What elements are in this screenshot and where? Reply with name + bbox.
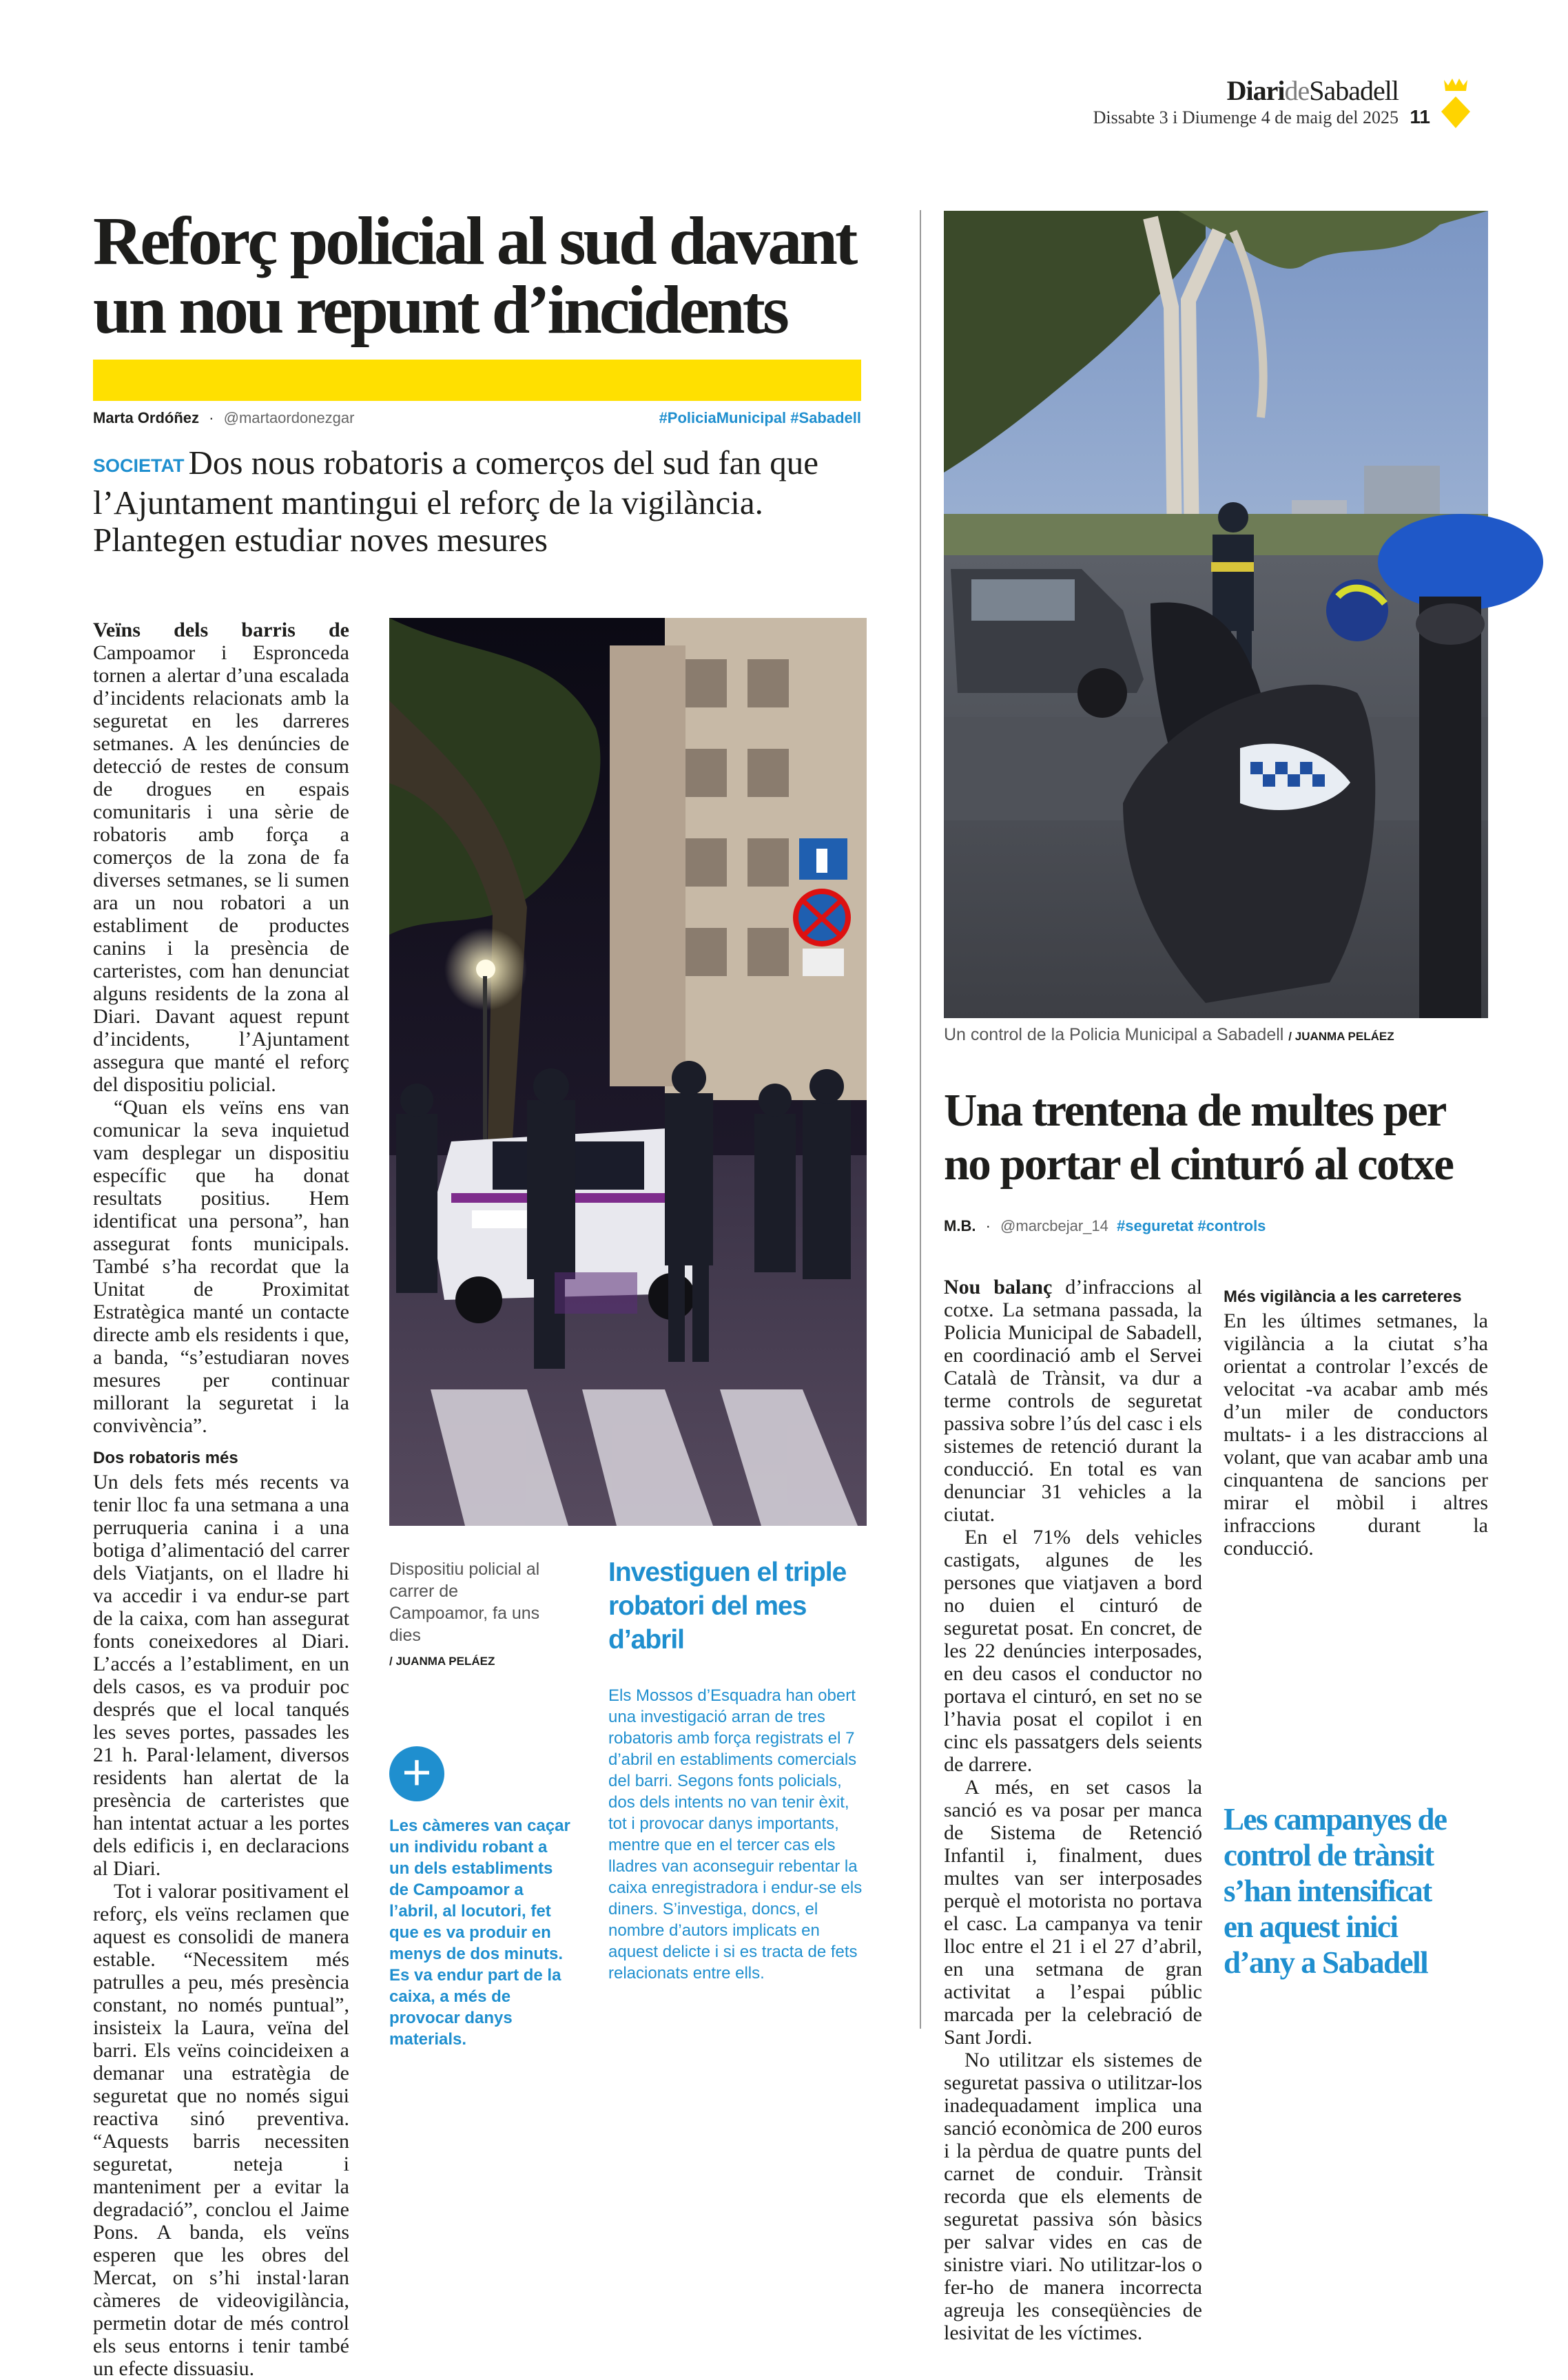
photo-credit: / JUANMA PELÁEZ [1288, 1030, 1394, 1043]
second-headline [944, 1084, 1488, 1191]
main-hashtags: #PoliciaMunicipal #Sabadell [659, 409, 861, 426]
body-paragraph: Un dels fets més recents va tenir lloc fa una setmana a una perruqueria canina i a una botiga d’alimentació del carrer dels Viatjants, on el lladre hi va accedir i va endur-se part de la caixa, com han assegurat fonts coneixedores al Diari. L’accés a l’establiment, en un dels casos, es va produir poc després que el local tanqués les seves portes, passades les 21 h. Paral·lelament, diversos residents han alertat de la presència de carteristes que han intentat actuar a les portes dels edificis i, en declaracions al Diari. [93, 1471, 349, 1880]
second-byline [944, 1217, 1266, 1235]
second-hashtags: #seguretat #controls [1117, 1217, 1266, 1234]
section-label: SOCIETAT [93, 455, 185, 476]
masthead [1093, 69, 1474, 138]
photo-credit: / JUANMA PELÁEZ [389, 1655, 495, 1668]
page-number: 11 [1410, 106, 1430, 127]
body-paragraph: Veïns dels barris de Campoamor i Espronceda tornen a alertar d’una escalada d’incidents relacionats amb la seguretat en les darreres setmanes. A les denúncies de detecció de restes de consum de drogues en espais comunitaris i una sèrie de robatoris amb força a comerços de la zona de fa diverses setmanes, se li sumen ara un nou robatori a un establiment de productes canins i la presència de carteristes, com han denunciat alguns residents de la zona al Diari. Davant aquest repunt d’incidents, l’Ajuntament assegura que manté el reforç del dispositiu policial. [93, 619, 349, 1096]
pull-quote: Les campanyes de control de trànsit s’han intensificat en aquest inici d’any a Sabadell [1224, 1802, 1447, 1980]
second-body-column-2 [1224, 1276, 1488, 1560]
masthead-brand: DiarideSabadell [1226, 75, 1399, 106]
deck-text: Dos nous robatoris a comerços del sud fan que l’Ajuntament mantingui el reforç de la vigilància. Plantegen estudiar noves mesures [93, 444, 818, 559]
yellow-accent-bar [93, 360, 861, 401]
author-handle: @martaordonezgar [223, 409, 355, 426]
byline-separator: · [985, 1217, 991, 1234]
main-headline-line1: Reforç policial al sud davant [93, 203, 856, 279]
second-headline-line2: no portar el cinturó al cotxe [944, 1139, 1454, 1190]
main-deck [93, 444, 858, 559]
author-name: Marta Ordóñez [93, 409, 200, 426]
main-byline [93, 409, 354, 427]
author-handle: @marcbejar_14 [1000, 1217, 1108, 1234]
body-paragraph: No utilitzar els sistemes de seguretat passiva o utilitzar-los inadequadament implica una sanció econòmica de 200 euros i la pèrdua de quatre punts del carnet de conduir. Trànsit recorda que els elements de seguretat passiva són bàsics per salvar vides en cas de sinistre viari. No utilitzar-los o fer-ho de manera incorrecta agreuja les conseqüències de lesivitat de les víctimes. [944, 2049, 1202, 2344]
body-paragraph: Tot i valorar positivament el reforç, els veïns reclamen que aquest es consolidi de manera estable. “Necessitem més patrulles a peu, més presència constant, no només puntual”, insisteix la Laura, veïna del barri. Els veïns coincideixen a demanar una estratègia de seguretat que no només sigui reactiva sinó preventiva. “Aquests barris necessiten seguretat, neteja i manteniment per a evitar la degradació”, conclou el Jaime Pons. A banda, els veïns esperen que les obres del Mercat, on s’hi instal·laran càmeres de videovigilància, permetin dotar de més control els seus entorns i tenir també un efecte dissuasiu. [93, 1880, 349, 2380]
caption-text: Un control de la Policia Municipal a Sabadell [944, 1025, 1284, 1044]
lead-in: Nou balanç [944, 1276, 1053, 1298]
night-police-photo [389, 618, 867, 1526]
main-headline [93, 203, 885, 348]
plus-note: Les càmeres van caçar un individu robant a un dels establiments de Campoamor a l’abril, al locutori, fet que es va produir en menys de dos minuts. Es va endur part de la caixa, a més de provocar danys materials. [389, 1817, 570, 2049]
police-control-photo [944, 211, 1488, 1018]
city-crest-icon [1440, 76, 1472, 131]
body-paragraph: A més, en set casos la sanció es va posar per manca de Sistema de Retenció Infantil i, finalment, dues multes van ser interposades perquè el motorista no portava el casc. La campanya va tenir lloc entre el 21 i el 27 d’abril, en una setmana de gran activitat a l’espai públic marcada per la celebració de Sant Jordi. [944, 1776, 1202, 2049]
sidebar-title: Investiguen el triple robatori del mes d’abril [608, 1558, 847, 1655]
column-divider [920, 210, 921, 2029]
author-name: M.B. [944, 1217, 976, 1234]
main-headline-line2: un nou repunt d’incidents [93, 271, 787, 348]
caption-text: Dispositiu policial al carrer de Campoamor, fa uns dies [389, 1560, 540, 1645]
body-paragraph: En les últimes setmanes, la vigilància a la ciutat s’ha orientat a controlar l’excés de velocitat -va acabar amb més d’un miler de conductors multats- i a les distraccions al volant, que van acabar amb una cinquantena de sancions per mirar el mòbil i altres infraccions durant la conducció. [1224, 1310, 1488, 1560]
second-headline-line1: Una trentena de multes per [944, 1085, 1446, 1136]
issue-date: Dissabte 3 i Diumenge 4 de maig del 2025 [1093, 107, 1399, 127]
second-body-column-1 [944, 1276, 1203, 2344]
night-photo-caption [389, 1558, 561, 1673]
body-paragraph: Nou balanç d’infraccions al cotxe. La setmana passada, la Policia Municipal de Sabadell, en coordinació amb el Servei Català de Trànsit, va dur a terme controls de seguretat passiva sobre l’ús del casc i els sistemes de retenció durant la conducció. En total es van denunciar 31 vehicles a la ciutat. [944, 1276, 1203, 1526]
body-paragraph: “Quan els veïns ens van comunicar la seva inquietud vam desplegar un dispositiu específic que ha donat resultats positius. Hem identificat una persona”, han assegurat fonts municipals. També s’ha recordat que la Unitat de Proximitat Estratègica manté un contacte directe amb els residents i que, a banda, “s’estudiaran noves mesures per continuar millorant la seguretat i la convivència”. [93, 1096, 349, 1437]
byline-separator: · [209, 409, 214, 426]
plus-symbol: + [402, 1743, 432, 1801]
body-subhead: Més vigilància a les carreteres [1224, 1287, 1462, 1306]
sidebar-text: Els Mossos d’Esquadra han obert una investigació arran de tres robatoris amb força registrats el 7 d’abril en establiments comercials del barri. Segons fonts policials, dos dels intents no van tenir èxit, tot i provocar danys importants, mentre que en el tercer cas els lladres van aconseguir rebentar la caixa enregistradora i endur-se els diners. S’investiga, doncs, el nombre d’autors implicats en aquest delicte i si es tracta de fets relacionats entre ells. [608, 1686, 863, 1983]
lead-in: Veïns dels barris de [93, 619, 349, 641]
body-subhead: Dos robatoris més [93, 1449, 238, 1467]
control-photo-caption [944, 1024, 1394, 1048]
plus-icon [389, 1743, 444, 1801]
main-body-column [93, 619, 349, 2380]
body-paragraph: En el 71% dels vehicles castigats, algunes de les persones que viatjaven a bord no duien el cinturó de seguretat posat. En concret, de les 22 denúncies interposades, en deu casos el conductor no portava el cinturó, en set no se l’havia posat el copilot i en cinc els passatgers dels seients de darrere. [944, 1526, 1202, 1776]
